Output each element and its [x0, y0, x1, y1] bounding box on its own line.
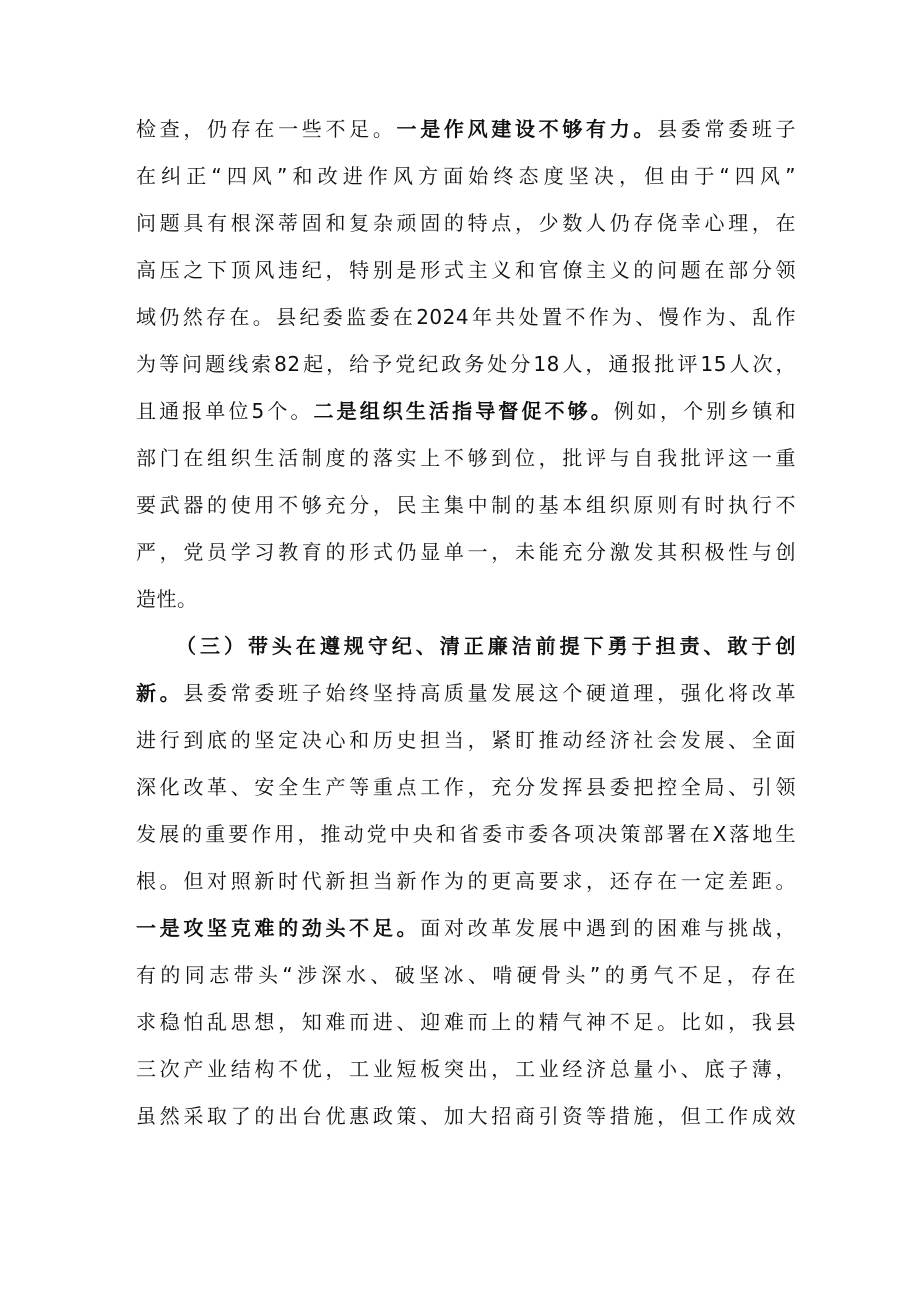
text-line	[136, 482, 796, 529]
text-line	[136, 200, 796, 247]
body-text: 县委常委班子始终坚持高质量发展这个硬道理，强化将改革	[183, 681, 797, 705]
body-text: 求稳怕乱思想，知难而进、迎难而上的精气神不足。比如，我县	[136, 1010, 796, 1034]
body-text: 部门在组织生活制度的落实上不够到位，批评与自我批评这一重	[136, 446, 796, 470]
body-text: 域仍然存在。县纪委监委在2024年共处置不作为、慢作为、乱作	[136, 305, 796, 329]
bold-text: 一是作风建设不够有力。	[396, 117, 658, 141]
bold-text: 二是组织生活指导督促不够。	[313, 399, 614, 423]
text-line	[136, 623, 796, 670]
text-line	[136, 1093, 796, 1140]
body-text: 发展的重要作用，推动党中央和省委市委各项决策部署在X落地生	[136, 822, 796, 846]
text-line	[136, 858, 796, 905]
body-text: 深化改革、安全生产等重点工作，充分发挥县委把控全局、引领	[136, 775, 796, 799]
body-text: 严，党员学习教育的形式仍显单一，未能充分激发其积极性与创	[136, 540, 796, 564]
text-line	[136, 294, 796, 341]
text-line	[136, 576, 796, 623]
body-text: 三次产业结构不优，工业短板突出，工业经济总量小、底子薄，	[136, 1057, 796, 1081]
text-line	[136, 388, 796, 435]
body-text: 例如，个别乡镇和	[613, 399, 797, 423]
bold-text: （三）带头在遵规守纪、清正廉洁前提下勇于担责、敢于创	[176, 634, 796, 658]
body-text: 为等问题线索82起，给予党纪政务处分18人，通报批评15人次，	[136, 352, 796, 376]
text-line	[136, 717, 796, 764]
text-line	[136, 905, 796, 952]
body-text: 面对改革发展中遇到的困难与挑战，	[420, 916, 797, 940]
text-line	[136, 811, 796, 858]
body-text: 进行到底的坚定决心和历史担当，紧盯推动经济社会发展、全面	[136, 728, 796, 752]
document-body	[136, 106, 796, 1140]
text-line	[136, 1046, 796, 1093]
body-text: 问题具有根深蒂固和复杂顽固的特点，少数人仍存侥幸心理，在	[136, 211, 796, 235]
text-line	[136, 106, 796, 153]
body-text: 要武器的使用不够充分，民主集中制的基本组织原则有时执行不	[136, 493, 796, 517]
body-text: 在纠正“四风”和改进作风方面始终态度坚决，但由于“四风”	[136, 164, 796, 188]
text-line	[136, 764, 796, 811]
text-line	[136, 435, 796, 482]
text-line	[136, 952, 796, 999]
text-line	[136, 999, 796, 1046]
body-text: 检查，仍存在一些不足。	[136, 117, 397, 141]
body-text: 且通报单位5个。	[136, 399, 314, 423]
text-line	[136, 529, 796, 576]
body-text: 县委常委班子	[657, 117, 797, 141]
body-text: 根。但对照新时代新担当新作为的更高要求，还存在一定差距。	[136, 869, 796, 893]
body-text: 虽然采取了的出台优惠政策、加大招商引资等措施，但工作成效	[136, 1104, 796, 1128]
body-text: 造性。	[136, 587, 198, 611]
text-line	[136, 153, 796, 200]
bold-text: 一是攻坚克难的劲头不足。	[136, 916, 421, 940]
body-text: 有的同志带头“涉深水、破坚冰、啃硬骨头”的勇气不足，存在	[136, 963, 796, 987]
bold-text: 新。	[136, 681, 184, 705]
text-line	[136, 670, 796, 717]
text-line	[136, 341, 796, 388]
body-text: 高压之下顶风违纪，特别是形式主义和官僚主义的问题在部分领	[136, 258, 796, 282]
text-line	[136, 247, 796, 294]
